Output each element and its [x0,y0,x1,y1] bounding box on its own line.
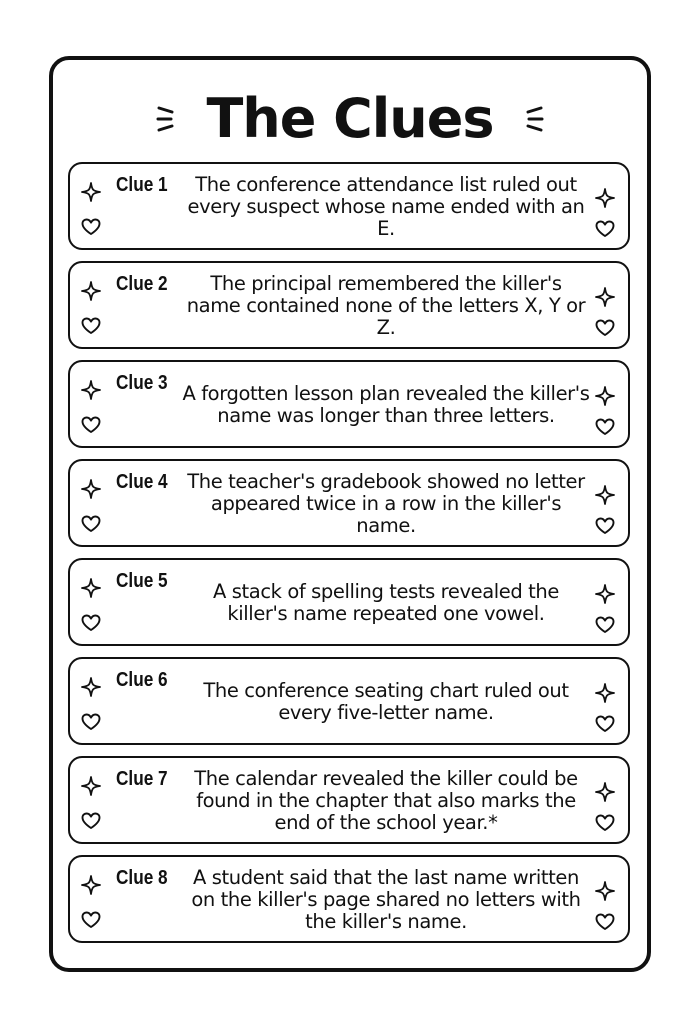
heart-icon [81,317,101,335]
heart-icon [595,913,615,931]
sparkle-icon [595,584,615,604]
clue-card-5 [68,558,630,646]
burst-right-icon [520,102,544,136]
clue-text: A student said that the last name written on the killer's page shared no letters with the killer's name. [191,866,581,933]
clue-text: The principal remembered the killer's name contained none of the letters X, Y or Z. [186,272,586,339]
sparkle-icon [81,380,101,400]
clue-label: Clue 7 [116,768,168,790]
sparkle-icon [595,683,615,703]
title-row [53,84,647,154]
heart-icon [595,616,615,634]
sparkle-icon [81,182,101,202]
sparkle-icon [595,485,615,505]
heart-icon [81,515,101,533]
heart-icon [595,517,615,535]
clue-card-7 [68,756,630,844]
sparkle-icon [81,578,101,598]
clue-text: The teacher's gradebook showed no letter appeared twice in a row in the killer's name. [187,470,585,537]
clue-label: Clue 5 [116,570,168,592]
sparkle-icon [595,287,615,307]
clue-label: Clue 4 [116,471,168,493]
clue-card-6 [68,657,630,745]
clue-card-3 [68,360,630,448]
burst-left-icon [156,102,180,136]
clue-text: The conference attendance list ruled out every suspect whose name ended with an E. [187,173,585,240]
heart-icon [81,911,101,929]
heart-icon [595,814,615,832]
sparkle-icon [595,881,615,901]
sparkle-icon [595,386,615,406]
heart-icon [595,418,615,436]
clue-label: Clue 6 [116,669,168,691]
heart-icon [595,715,615,733]
clue-text: The calendar revealed the killer could be found in the chapter that also marks the end of the school year.* [194,767,578,834]
sparkle-icon [81,677,101,697]
clues-card [49,56,651,972]
clue-label: Clue 1 [116,174,168,196]
clue-text: The conference seating chart ruled out every five-letter name. [203,679,569,724]
clue-text: A stack of spelling tests revealed the killer's name repeated one vowel. [213,580,559,625]
sparkle-icon [595,188,615,208]
clue-card-1 [68,162,630,250]
sparkle-icon [81,776,101,796]
heart-icon [595,319,615,337]
heart-icon [81,812,101,830]
heart-icon [81,713,101,731]
clue-label: Clue 2 [116,273,168,295]
clue-card-2 [68,261,630,349]
heart-icon [81,614,101,632]
heart-icon [595,220,615,238]
heart-icon [81,218,101,236]
clue-label: Clue 3 [116,372,168,394]
heart-icon [81,416,101,434]
clue-text: A forgotten lesson plan revealed the killer's name was longer than three letters. [182,382,590,427]
sparkle-icon [81,479,101,499]
sparkle-icon [81,281,101,301]
sparkle-icon [81,875,101,895]
clue-label: Clue 8 [116,867,168,889]
clue-card-8 [68,855,630,943]
sparkle-icon [595,782,615,802]
clue-card-4 [68,459,630,547]
page-title: The Clues [206,87,494,150]
